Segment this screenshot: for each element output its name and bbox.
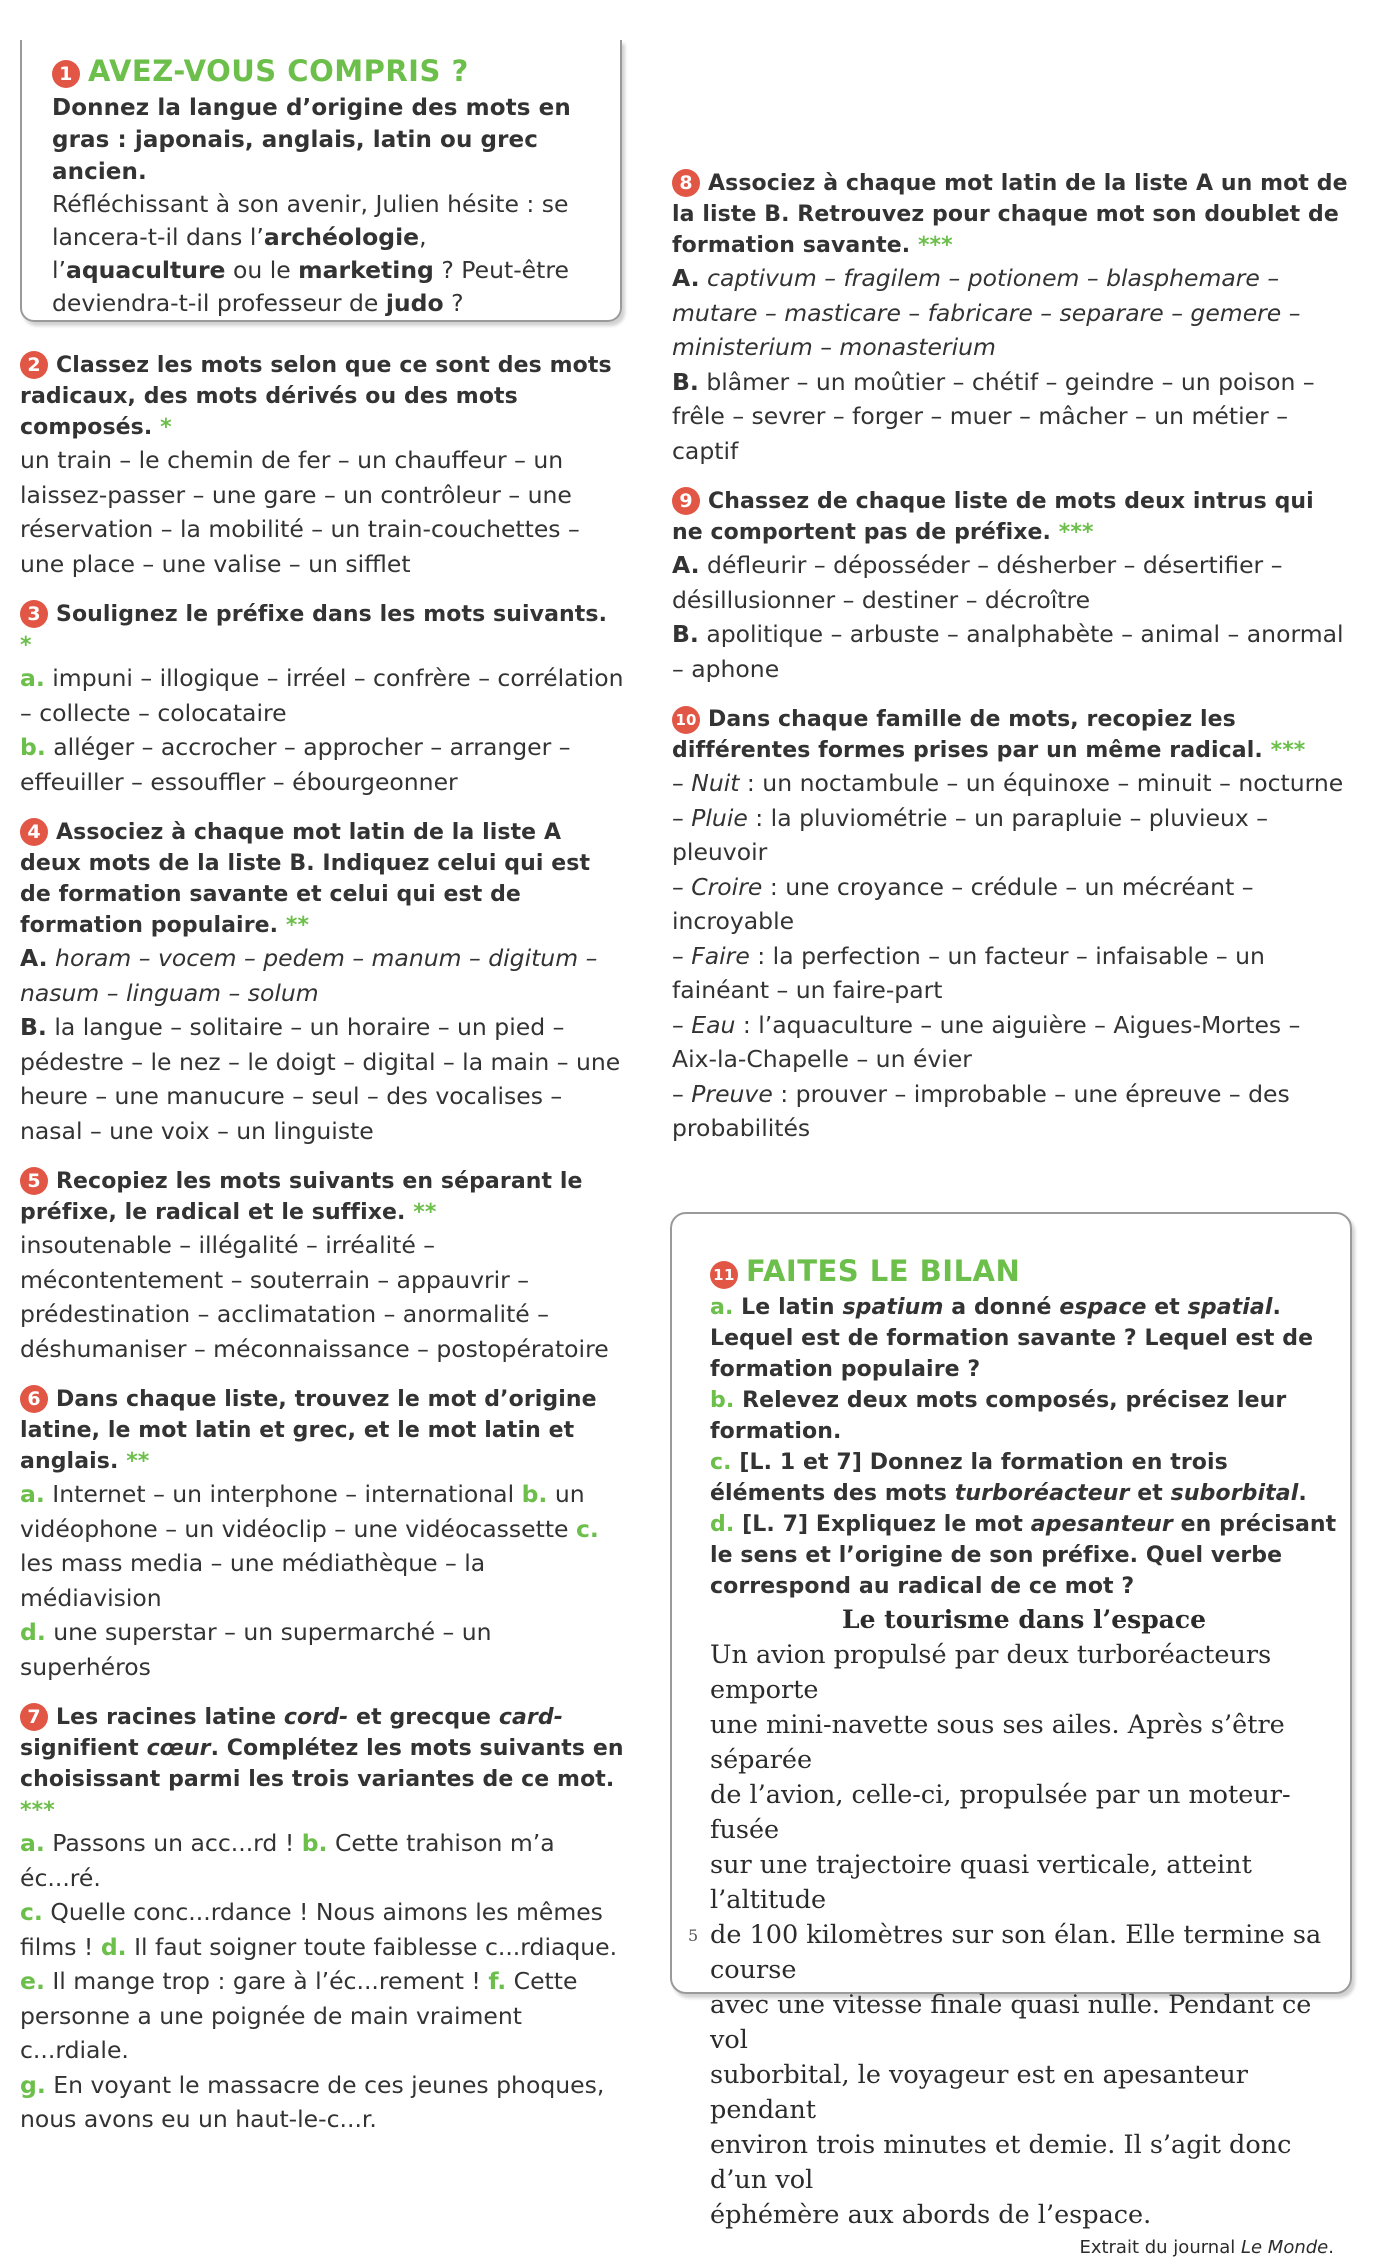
exercise-2 xyxy=(20,350,625,581)
exercise-9 xyxy=(672,486,1352,686)
exercise-11-title: 11 FAITES LE BILAN xyxy=(710,1250,1338,1292)
word-family: – Eau : l’aquaculture – une aiguière – Aigues-Mortes – Aix-la-Chapelle – un évier xyxy=(672,1010,1301,1073)
exercise-5-body: insoutenable – illégalité – irréalité – mécontentement – souterrain – appauvrir – prédestination – acclimatation – anormalité – déshumaniser – méconnaissance – postopératoire xyxy=(20,1231,609,1363)
exercise-9-list-b: B. apolitique – arbuste – analphabète – animal – anormal – aphone xyxy=(672,620,1344,683)
text-line: sur une trajectoire quasi verticale, atteint l’altitude xyxy=(710,1850,1252,1915)
exercise-3-instruction: 3 Soulignez le préfixe dans les mots suivants. * xyxy=(20,602,608,658)
exercise-5 xyxy=(20,1166,625,1366)
exercise-5-instruction: 5 Recopiez les mots suivants en séparant le préfixe, le radical et le suffixe. ** xyxy=(20,1169,583,1225)
exercise-9-list-a: A. défleurir – déposséder – désherber – désertifier – désillusionner – destiner – décroître xyxy=(672,551,1283,614)
exercise-10-instruction: 10 Dans chaque famille de mots, recopiez les différentes formes prises par un même radical. *** xyxy=(672,707,1306,763)
exercise-6-instruction: 6 Dans chaque liste, trouvez le mot d’origine latine, le mot latin et grec, et le mot latin et anglais. ** xyxy=(20,1387,597,1474)
text-title: Le tourisme dans l’espace xyxy=(841,1605,1206,1634)
exercise-3 xyxy=(20,599,625,799)
exercise-3-a: a. impuni – illogique – irréel – confrère – corrélation – collecte – colocataire xyxy=(20,664,624,727)
exercise-1-box xyxy=(20,40,622,322)
word-family: – Pluie : la pluviométrie – un parapluie – pluvieux – pleuvoir xyxy=(672,803,1269,866)
exercise-9-instruction: 9 Chassez de chaque liste de mots deux intrus qui ne comportent pas de préfixe. *** xyxy=(672,489,1314,545)
exercise-number: 11 xyxy=(710,1261,738,1289)
exercise-8-list-a: A. captivum – fragilem – potionem – blasphemare – mutare – masticare – fabricare – separare – gemere – ministerium – monasterium xyxy=(672,264,1301,361)
exercise-1-instruction: Donnez la langue d’origine des mots en gras : japonais, anglais, latin ou grec ancien. xyxy=(52,95,571,185)
line-number: 5 xyxy=(688,1926,699,1945)
word-family: – Preuve : prouver – improbable – une épreuve – des probabilités xyxy=(672,1079,1290,1142)
exercise-11-c: c. [L. 1 et 7] Donnez la formation en trois éléments des mots turboréacteur et suborbital. xyxy=(710,1450,1307,1506)
text-line: une mini-navette sous ses ailes. Après s’être séparée xyxy=(710,1710,1285,1775)
exercise-8-list-b: B. blâmer – un moûtier – chétif – geindre – un poison – frêle – sevrer – forger – muer – mâcher – un métier – captif xyxy=(672,367,1315,465)
exercise-3-b: b. alléger – accrocher – approcher – arranger – effeuiller – essouffler – ébourgeonner xyxy=(20,733,571,796)
exercise-2-body: un train – le chemin de fer – un chauffeur – un laissez-passer – une gare – un contrôleur – une réservation – la mobilité – un train-couchettes – une place – une valise – un sifflet xyxy=(20,446,580,578)
exercise-6-body: a. Internet – un interphone – international b. un vidéophone – un vidéoclip – une vidéocassette c. les mass media – une médiathèque – la médiavision xyxy=(20,1480,599,1612)
exercise-10 xyxy=(672,704,1352,1146)
exercise-11-d: d. [L. 7] Expliquez le mot apesanteur en précisant le sens et l’origine de son préfixe. Quel verbe correspond au radical de ce mot ? xyxy=(710,1512,1337,1599)
exercise-8 xyxy=(672,168,1352,468)
right-column xyxy=(672,168,1352,1164)
text-line: Un avion propulsé par deux turboréacteurs emporte xyxy=(710,1640,1272,1705)
text-passage xyxy=(688,1638,1338,2233)
exercise-7-body: a. Passons un acc...rd ! b. Cette trahison m’a éc...ré. c. Quelle conc...rdance ! Nous aimons les mêmes films ! d. Il faut soigner toute faiblesse c...rdiaque. e. Il mange trop : gare à l’éc...rement ! f. Cette personne a une poignée de main vraiment c...rdiale. g. En voyant le massacre de ces jeunes phoques, nous avons eu un haut-le-c...r. xyxy=(20,1829,618,2133)
text-line: de l’avion, celle-ci, propulsée par un moteur-fusée xyxy=(710,1780,1291,1845)
exercise-4-list-b: B. la langue – solitaire – un horaire – un pied – pédestre – le nez – le doigt – digital – la main – une heure – une manucure – seul – des vocalises – nasal – une voix – un linguiste xyxy=(20,1013,621,1145)
exercise-number: 1 xyxy=(52,60,80,88)
exercise-11-b: b. Relevez deux mots composés, précisez leur formation. xyxy=(710,1388,1287,1444)
exercise-1-title: 1 AVEZ-VOUS COMPRIS ? xyxy=(52,50,598,92)
word-family: – Faire : la perfection – un facteur – infaisable – un fainéant – un faire-part xyxy=(672,941,1265,1004)
exercise-8-instruction: 8 Associez à chaque mot latin de la liste A un mot de la liste B. Retrouvez pour chaque mot son doublet de formation savante. *** xyxy=(672,171,1348,258)
exercise-7 xyxy=(20,1702,625,2137)
exercise-6-d: d. une superstar – un supermarché – un superhéros xyxy=(20,1618,492,1681)
text-line: 5 de 100 kilomètres sur son élan. Elle termine sa course xyxy=(688,1920,1322,1985)
exercise-1-text: Réfléchissant à son avenir, Julien hésite : se lancera-t-il dans l’archéologie, l’aquaculture ou le marketing ? Peut-être deviendra-t-il professeur de judo ? xyxy=(52,190,569,317)
text-line: environ trois minutes et demie. Il s’agit donc d’un vol xyxy=(710,2130,1292,2195)
source-citation: Extrait du journal Le Monde. xyxy=(1079,2237,1334,2258)
exercise-11-box xyxy=(670,1212,1352,2258)
exercise-4-list-a: A. horam – vocem – pedem – manum – digitum – nasum – linguam – solum xyxy=(20,944,598,1007)
exercise-4 xyxy=(20,817,625,1148)
left-column xyxy=(20,350,625,2155)
text-line: suborbital, le voyageur est en apesanteur pendant xyxy=(710,2060,1248,2125)
exercise-4-instruction: 4 Associez à chaque mot latin de la liste A deux mots de la liste B. Indiquez celui qui est de formation savante et celui qui est de formation populaire. ** xyxy=(20,820,591,938)
exercise-7-instruction: 7 Les racines latine cord- et grecque card- signifient cœur. Complétez les mots suivants en choisissant parmi les trois variantes de ce mot. *** xyxy=(20,1705,624,1823)
text-line: avec une vitesse finale quasi nulle. Pendant ce vol xyxy=(710,1990,1312,2055)
word-family: – Croire : une croyance – crédule – un mécréant – incroyable xyxy=(672,872,1254,935)
exercise-6 xyxy=(20,1384,625,1684)
text-line: éphémère aux abords de l’espace. xyxy=(710,2200,1152,2230)
word-family: – Nuit : un noctambule – un équinoxe – minuit – nocturne xyxy=(672,769,1344,797)
exercise-11-a: a. Le latin spatium a donné espace et spatial. Lequel est de formation savante ? Lequel est de formation populaire ? xyxy=(710,1295,1314,1382)
exercise-2-instruction: 2 Classez les mots selon que ce sont des mots radicaux, des mots dérivés ou des mots composés. * xyxy=(20,353,612,440)
